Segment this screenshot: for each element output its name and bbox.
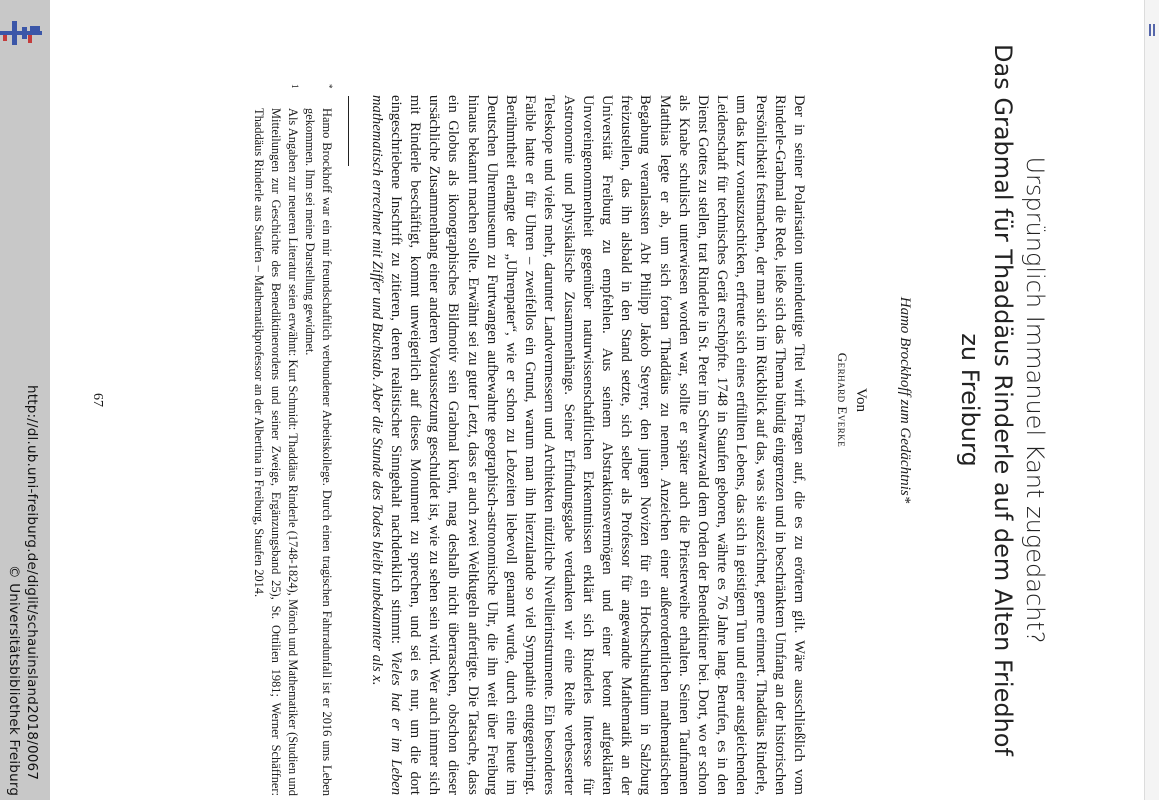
source-url[interactable]: http://dl.ub.uni-freiburg.de/diglit/schauinsland2018/0067	[24, 385, 40, 781]
copyright-notice: © Universitätsbibliothek Freiburg	[6, 565, 22, 797]
footnote-text: Hamo Brockhoff war ein mir freundschaftlich verbundener Arbeitskollege. Durch einen tragischen Fahrradunfall ist er 2016 ums Leben gekommen. Ihm sei meine Darstellung gewidmet.	[303, 108, 334, 796]
rotated-page	[55, 0, 1145, 800]
title-line-3: zu Freiburg	[956, 333, 984, 467]
left-margin-strip	[0, 0, 50, 800]
scroll-marker-icon	[1149, 24, 1155, 36]
title-line-1: Ursprünglich Immanuel Kant zugedacht?	[1021, 156, 1049, 644]
footnote-mark: 1	[290, 84, 300, 89]
body-paragraph-2: Erwähnt sei zu guter Letzt, dass er auch zwei Weltkugeln anfertigte. Die Tatsache, dass ein Globus als ikonographisches Bildmotiv sein Grabmal krönt, mag deshalb nicht überraschen, obschon dieser ursächliche Zusammenhang einer anderen Voraussetzung geschuldet ist, wie zu sehen sein wird. Wer auch immer sich mit Rinderle beschäftigt, kommt unweigerlich auf dieses Monument zu sprechen, und sei es nur, um die dort eingeschriebene Inschrift zu zitieren, deren realistischer Sinngehalt nachdenklich stimmt:	[387, 95, 481, 795]
footnote-text: Als Angaben zur neueren Literatur seien erwähnt: Kurt Schmidt: Thaddäus Rinderle (1748-1824), Mönch und Mathematiker (Studien und Mitteilungen zur Geschichte des Benediktinerordens und seiner Zweige, Ergänzungsband 25), St. Ottilien 1981; Werner Schäffner: Thaddäus Rinderle aus Staufen – Mathematikprofessor an der Albertina in Freiburg, Staufen 2014.	[252, 108, 300, 796]
title-line-2: Das Grabmal für Thaddäus Rinderle auf dem Alten Friedhof	[989, 44, 1017, 756]
inscription-quote: Vieles hat er im Leben mathematisch errechnet mit Ziffer und Buchstab. Aber die Stunde des Todes bleibt unbekannter als x.	[368, 95, 404, 795]
footnote	[251, 84, 301, 796]
footnote-mark: *	[324, 84, 334, 89]
by-label: Von	[853, 388, 869, 412]
body-paragraph-1: Der in seiner Polarisation uneindeutige Titel wirft Fragen auf, die es zu erörtern gilt. Wäre ausschließlich vom Rinderle-Grabmal die Rede, ließe sich das Thema bündig eingrenzen und in beschränktem Umfang an der historischen Persönlichkeit festmachen, der man sich im Rückblick auf das, was sie auszeichnet, gerne erinnert. Thaddäus Rinderle, um das kurz vorauszuschicken, erfreute sich eines erfüllten Lebens, das sich in geistigem Tun und einer ausgleichenden Leidenschaft für technisches Gerät erschöpfte. 1748 in Staufen geboren, währte es 76 Jahre lang. Berufen, es in den Dienst Gottes zu stellen, trat Rinderle in St. Peter im Schwarzwald dem Orden der Benediktiner bei. Dort, wo er schon als Knabe schulisch unterwiesen worden war, sollte er später auch die Priesterweihe erhalten. Seinen Taufnamen Matthias legte er ab, um sich fortan Thaddäus zu nennen. Anzeichen einer außerordentlichen mathematischen Begabung veranlassten Abt Philipp Jakob Steyrer, den jungen Novizen für ein Hochschulstudium in Salzburg freizustellen, das ihn alsbald in den Stand setzte, sich selber als Professor für angewandte Mathematik an der Universität Freiburg zu empfehlen. Aus seinem Abstraktionsvermögen und einer betont aufgeklärten Unvoreingenommenheit gegenüber naturwissenschaftlichen Erkenntnissen erklärt sich Rinderles Interesse für Astronomie und physikalische Zusammenhänge. Seiner Erfindungsgabe verdanken wir eine Reihe verbesserter Teleskope und vieles mehr, darunter Landvermessern und Architekten nützliche Nivellierinstrumente. Ein besonderes Faible hatte er für Uhren – zweifellos ein Grund, warum man ihn hierzulande so viel Sympathie entgegenbringt. Berühmtheit erlangte der „Uhrenpater“, wie er schon zu Lebzeiten liebevoll genannt wurde, durch eine heute im Deutschen Uhrenmuseum zu Furtwangen aufbewahrte geographisch-astronomische Uhr, die ihn weit über Freiburg hinaus bekannt machen sollte.	[464, 95, 807, 795]
footnote-divider	[348, 96, 349, 166]
right-edge-scrollbar[interactable]	[1144, 0, 1159, 800]
author-name: Gerhard Everke	[835, 352, 850, 448]
article-body	[366, 95, 808, 795]
page-number: 67	[90, 393, 105, 407]
dedication: Hamo Brockhoff zum Gedächtnis*	[897, 296, 913, 504]
university-library-logo-icon	[0, 18, 42, 48]
footnote	[301, 84, 335, 796]
